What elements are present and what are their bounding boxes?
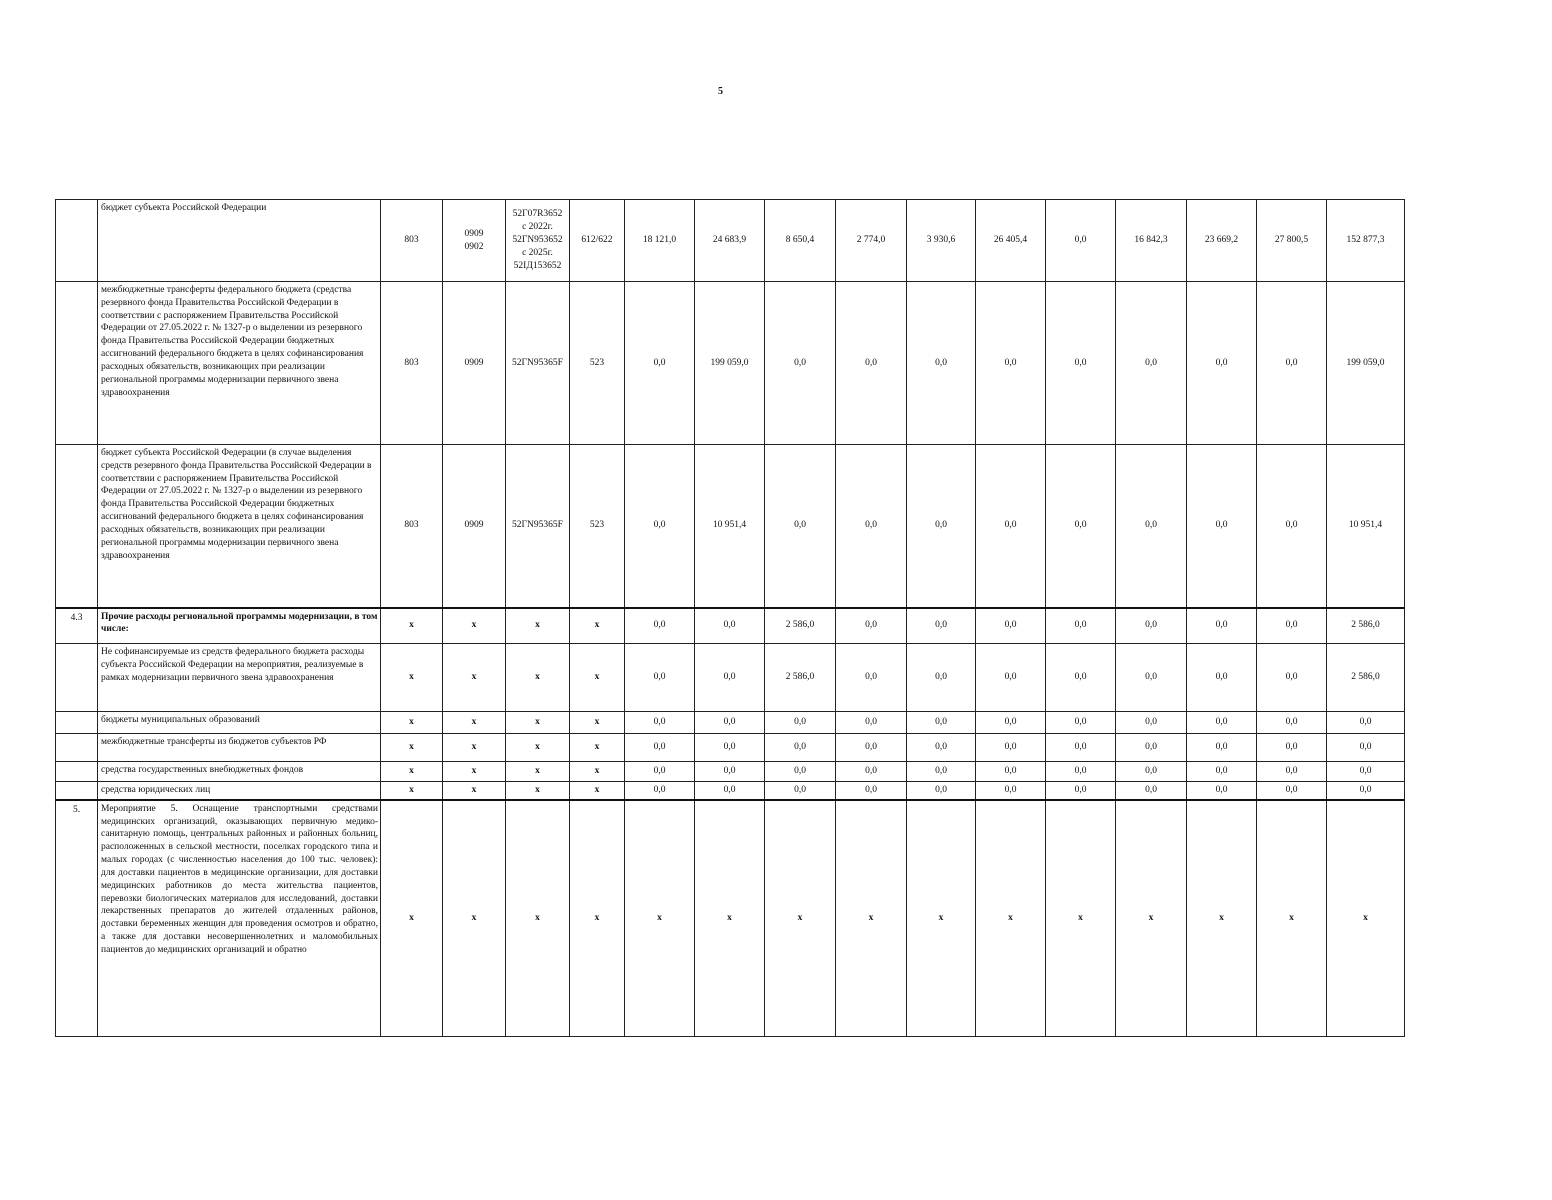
value-cell: 0,0 [907, 282, 976, 445]
value-cell: 0,0 [625, 644, 695, 712]
table-row [56, 445, 1405, 608]
grbs-cell: 803 [381, 445, 443, 608]
value-cell: 0,0 [1046, 282, 1116, 445]
value-cell: 0,0 [976, 608, 1046, 644]
value-cell: 0,0 [1257, 762, 1327, 782]
csr-cell: 52ГN95365F [506, 282, 570, 445]
row-number [56, 734, 98, 762]
grbs-cell: x [381, 782, 443, 800]
row-description: Не софинансируемые из средств федерального бюджета расходы субъекта Российской Федерации на мероприятия, реализуемые в рамках модернизации первичного звена здравоохранения [98, 644, 381, 712]
value-cell: 0,0 [907, 712, 976, 734]
value-cell: 0,0 [836, 644, 907, 712]
value-cell: 0,0 [907, 608, 976, 644]
rzpr-cell: x [443, 734, 506, 762]
csr-cell: x [506, 712, 570, 734]
value-cell: 0,0 [976, 712, 1046, 734]
value-cell: 0,0 [625, 282, 695, 445]
value-cell: 0,0 [907, 644, 976, 712]
value-cell: 0,0 [836, 762, 907, 782]
table-row [56, 608, 1405, 644]
value-cell: 0,0 [1116, 608, 1187, 644]
rzpr-cell: x [443, 800, 506, 1037]
csr-cell: x [506, 608, 570, 644]
value-cell: 10 951,4 [695, 445, 765, 608]
value-cell: 199 059,0 [695, 282, 765, 445]
value-cell: 24 683,9 [695, 200, 765, 282]
total-cell: 2 586,0 [1327, 608, 1405, 644]
value-cell: 0,0 [1116, 644, 1187, 712]
value-cell: 0,0 [1046, 782, 1116, 800]
value-cell: 0,0 [695, 608, 765, 644]
value-cell: 0,0 [625, 445, 695, 608]
row-description: межбюджетные трансферты федерального бюджета (средства резервного фонда Правительства Российской Федерации в соответствии с распоряжением Правительства Российской Федерации от 27.05.2022 г. № 1327-р о выделении из резервного фонда Правительства Российской Федерации бюджетных ассигнований федерального бюджета в целях софинансирования расходных обязательств, возникающих при реализации региональной программы модернизации первичного звена здравоохранения [98, 282, 381, 445]
value-cell: 0,0 [765, 445, 836, 608]
value-cell: 2 586,0 [765, 644, 836, 712]
value-cell: 0,0 [765, 782, 836, 800]
value-cell: x [1046, 800, 1116, 1037]
value-cell: 23 669,2 [1187, 200, 1257, 282]
value-cell: 0,0 [765, 712, 836, 734]
total-cell: x [1327, 800, 1405, 1037]
rzpr-cell: 0909 [443, 282, 506, 445]
csr-cell: x [506, 644, 570, 712]
grbs-cell: x [381, 712, 443, 734]
value-cell: 0,0 [1187, 734, 1257, 762]
value-cell: 0,0 [836, 734, 907, 762]
csr-cell: x [506, 782, 570, 800]
value-cell: 0,0 [836, 712, 907, 734]
value-cell: 0,0 [1187, 282, 1257, 445]
value-cell: x [695, 800, 765, 1037]
total-cell: 152 877,3 [1327, 200, 1405, 282]
value-cell: 0,0 [976, 782, 1046, 800]
csr-cell: x [506, 800, 570, 1037]
value-cell: 0,0 [625, 734, 695, 762]
value-cell: 0,0 [625, 712, 695, 734]
csr-cell: 52ГN95365F [506, 445, 570, 608]
value-cell: 0,0 [1046, 734, 1116, 762]
value-cell: 0,0 [1187, 644, 1257, 712]
total-cell: 0,0 [1327, 712, 1405, 734]
value-cell: x [907, 800, 976, 1037]
value-cell: x [625, 800, 695, 1037]
value-cell: 0,0 [976, 734, 1046, 762]
csr-cell: 52Г07R3652 с 2022г. 52ГN953652 с 2025г. 52IД153652 [506, 200, 570, 282]
value-cell: 0,0 [1046, 644, 1116, 712]
value-cell: 0,0 [907, 762, 976, 782]
value-cell: 2 586,0 [765, 608, 836, 644]
value-cell: 0,0 [976, 762, 1046, 782]
rzpr-cell: 0909 0902 [443, 200, 506, 282]
value-cell: 0,0 [836, 445, 907, 608]
row-number: 4.3 [56, 608, 98, 644]
vr-cell: x [570, 644, 625, 712]
value-cell: 0,0 [976, 282, 1046, 445]
grbs-cell: x [381, 608, 443, 644]
value-cell: 0,0 [1187, 445, 1257, 608]
row-number [56, 782, 98, 800]
rzpr-cell: x [443, 712, 506, 734]
value-cell: 0,0 [695, 762, 765, 782]
value-cell: 18 121,0 [625, 200, 695, 282]
value-cell: 0,0 [625, 762, 695, 782]
table-row [56, 800, 1405, 1037]
value-cell: 0,0 [1257, 644, 1327, 712]
vr-cell: 523 [570, 445, 625, 608]
row-number: 5. [56, 800, 98, 1037]
value-cell: 0,0 [976, 644, 1046, 712]
total-cell: 10 951,4 [1327, 445, 1405, 608]
row-number [56, 200, 98, 282]
total-cell: 2 586,0 [1327, 644, 1405, 712]
value-cell: 3 930,6 [907, 200, 976, 282]
grbs-cell: 803 [381, 200, 443, 282]
row-description: Прочие расходы региональной программы модернизации, в том числе: [98, 608, 381, 644]
vr-cell: x [570, 608, 625, 644]
rzpr-cell: x [443, 762, 506, 782]
row-description: бюджеты муниципальных образований [98, 712, 381, 734]
vr-cell: x [570, 712, 625, 734]
table-row [56, 762, 1405, 782]
value-cell: 0,0 [907, 782, 976, 800]
value-cell: 0,0 [1046, 608, 1116, 644]
value-cell: 0,0 [836, 608, 907, 644]
value-cell: 0,0 [1046, 762, 1116, 782]
vr-cell: 523 [570, 282, 625, 445]
value-cell: 0,0 [1257, 445, 1327, 608]
value-cell: 0,0 [695, 712, 765, 734]
value-cell: 0,0 [695, 734, 765, 762]
value-cell: 0,0 [907, 734, 976, 762]
value-cell: 0,0 [765, 734, 836, 762]
table-row [56, 282, 1405, 445]
value-cell: 8 650,4 [765, 200, 836, 282]
page-number: 5 [718, 86, 723, 97]
rzpr-cell: 0909 [443, 445, 506, 608]
value-cell: 0,0 [1116, 734, 1187, 762]
grbs-cell: x [381, 762, 443, 782]
vr-cell: x [570, 734, 625, 762]
rzpr-cell: x [443, 782, 506, 800]
value-cell: 0,0 [1116, 445, 1187, 608]
row-number [56, 644, 98, 712]
row-number [56, 282, 98, 445]
value-cell: 0,0 [1187, 608, 1257, 644]
value-cell: 0,0 [695, 782, 765, 800]
value-cell: 16 842,3 [1116, 200, 1187, 282]
table-row [56, 782, 1405, 800]
value-cell: 0,0 [1187, 712, 1257, 734]
total-cell: 199 059,0 [1327, 282, 1405, 445]
total-cell: 0,0 [1327, 734, 1405, 762]
value-cell: 0,0 [1257, 782, 1327, 800]
value-cell: 0,0 [765, 282, 836, 445]
value-cell: 26 405,4 [976, 200, 1046, 282]
row-description: межбюджетные трансферты из бюджетов субъектов РФ [98, 734, 381, 762]
rzpr-cell: x [443, 608, 506, 644]
table-row [56, 712, 1405, 734]
grbs-cell: x [381, 644, 443, 712]
row-number [56, 762, 98, 782]
value-cell: 0,0 [1116, 712, 1187, 734]
value-cell: 0,0 [1046, 712, 1116, 734]
row-number [56, 445, 98, 608]
table-row [56, 734, 1405, 762]
value-cell: 27 800,5 [1257, 200, 1327, 282]
csr-cell: x [506, 734, 570, 762]
grbs-cell: 803 [381, 282, 443, 445]
value-cell: 0,0 [1116, 282, 1187, 445]
row-description: бюджет субъекта Российской Федерации (в случае выделения средств резервного фонда Правительства Российской Федерации в соответствии с распоряжением Правительства Российской Федерации от 27.05.2022 г. № 1327-р о выделении из резервного фонда Правительства Российской Федерации бюджетных ассигнований федерального бюджета в целях софинансирования расходных обязательств, возникающих при реализации региональной программы модернизации первичного звена здравоохранения [98, 445, 381, 608]
value-cell: x [1257, 800, 1327, 1037]
total-cell: 0,0 [1327, 782, 1405, 800]
value-cell: 0,0 [1257, 608, 1327, 644]
value-cell: 2 774,0 [836, 200, 907, 282]
value-cell: 0,0 [1187, 762, 1257, 782]
budget-table [55, 199, 1405, 1037]
row-description: средства юридических лиц [98, 782, 381, 800]
vr-cell: x [570, 800, 625, 1037]
table-row [56, 644, 1405, 712]
value-cell: 0,0 [907, 445, 976, 608]
value-cell: 0,0 [625, 782, 695, 800]
table-row [56, 200, 1405, 282]
vr-cell: 612/622 [570, 200, 625, 282]
row-description: Мероприятие 5. Оснащение транспортными средствами медицинских организаций, оказывающих первичную медико-санитарную помощь, центральных районных и районных больниц, расположенных в сельской местности, поселках городского типа и малых городах (с численностью населения до 100 тыс. человек): для доставки пациентов в медицинские организации, для доставки медицинских работников до места жительства пациентов, перевозки биологических материалов для исследований, доставки лекарственных препаратов до жителей отдаленных районов, доставки беременных женщин для проведения осмотров и обратно, а также для доставки несовершеннолетних и маломобильных пациентов до медицинских организаций и обратно [98, 800, 381, 1037]
value-cell: 0,0 [1257, 282, 1327, 445]
value-cell: x [976, 800, 1046, 1037]
total-cell: 0,0 [1327, 762, 1405, 782]
value-cell: 0,0 [1046, 445, 1116, 608]
value-cell: x [765, 800, 836, 1037]
value-cell: 0,0 [1116, 782, 1187, 800]
value-cell: 0,0 [625, 608, 695, 644]
value-cell: 0,0 [836, 782, 907, 800]
value-cell: 0,0 [1116, 762, 1187, 782]
value-cell: x [1116, 800, 1187, 1037]
row-number [56, 712, 98, 734]
row-description: бюджет субъекта Российской Федерации [98, 200, 381, 282]
grbs-cell: x [381, 800, 443, 1037]
value-cell: 0,0 [1187, 782, 1257, 800]
rzpr-cell: x [443, 644, 506, 712]
vr-cell: x [570, 762, 625, 782]
value-cell: 0,0 [765, 762, 836, 782]
value-cell: 0,0 [695, 644, 765, 712]
value-cell: x [1187, 800, 1257, 1037]
grbs-cell: x [381, 734, 443, 762]
value-cell: 0,0 [976, 445, 1046, 608]
value-cell: 0,0 [1257, 712, 1327, 734]
value-cell: 0,0 [1257, 734, 1327, 762]
value-cell: x [836, 800, 907, 1037]
row-description: средства государственных внебюджетных фондов [98, 762, 381, 782]
csr-cell: x [506, 762, 570, 782]
vr-cell: x [570, 782, 625, 800]
value-cell: 0,0 [836, 282, 907, 445]
value-cell: 0,0 [1046, 200, 1116, 282]
